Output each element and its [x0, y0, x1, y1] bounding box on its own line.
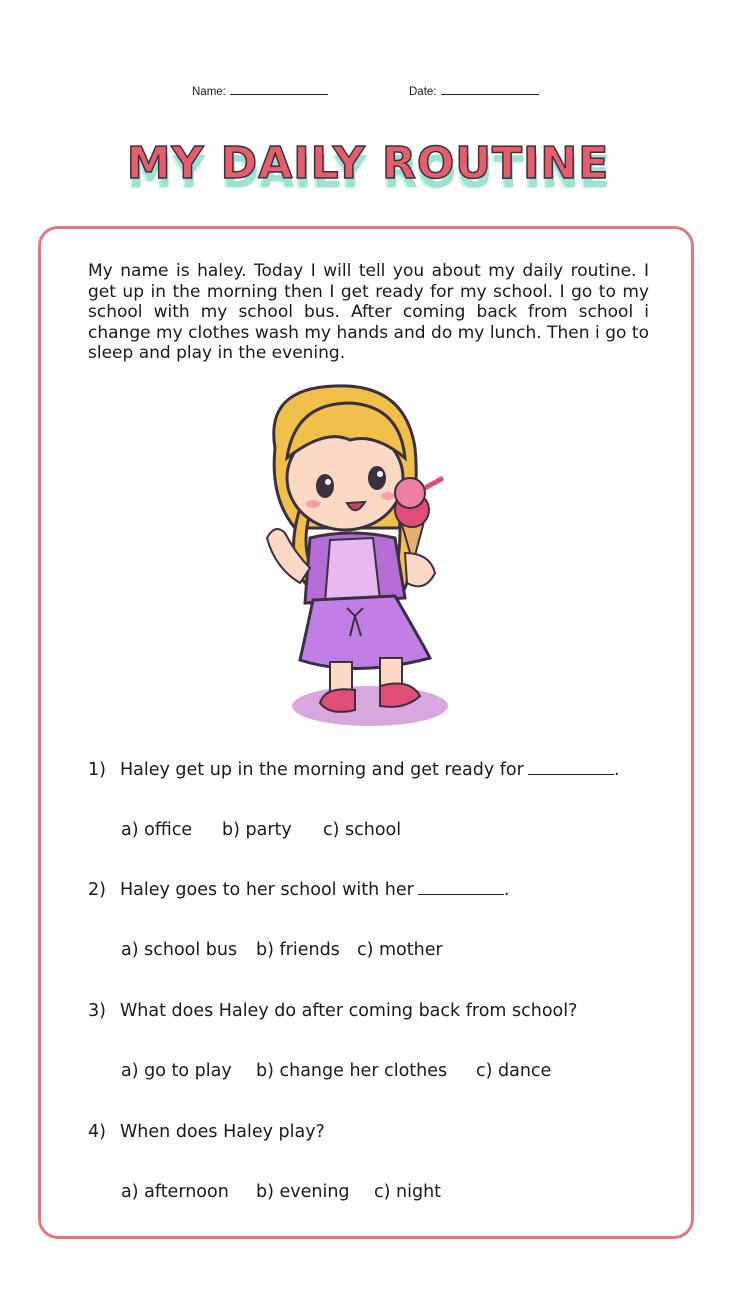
- question-number: 1): [88, 760, 106, 780]
- option-a[interactable]: a) school bus: [121, 940, 238, 960]
- date-label: Date:: [409, 86, 437, 98]
- name-label: Name:: [192, 86, 226, 98]
- answer-blank[interactable]: [418, 880, 504, 895]
- date-blank[interactable]: [441, 82, 539, 95]
- question-number: 3): [88, 1001, 106, 1021]
- reading-passage: My name is haley. Today I will tell you about my daily routine. I get up in the morning then I get ready for my school. I go to my school with my school bus. After coming back from school i change my clothes wash my hands and do my lunch. Then i go to sleep and play in the evening.: [88, 261, 649, 363]
- option-c[interactable]: c) mother: [357, 940, 443, 960]
- worksheet-title: MY DAILY ROUTINE: [126, 138, 610, 189]
- option-b[interactable]: b) friends: [256, 940, 340, 960]
- option-a[interactable]: a) office: [121, 820, 193, 840]
- answer-blank[interactable]: [528, 760, 614, 775]
- question-suffix: .: [613, 760, 620, 780]
- option-a[interactable]: a) afternoon: [121, 1182, 229, 1202]
- option-b[interactable]: b) change her clothes: [256, 1061, 448, 1081]
- girl-with-ice-cream-illustration: [255, 378, 455, 730]
- ground-shadow: [292, 686, 448, 726]
- straw: [425, 478, 443, 488]
- question-text: What does Haley do after coming back from school?: [120, 1001, 578, 1021]
- shirt: [325, 538, 380, 602]
- option-b[interactable]: b) party: [222, 820, 292, 840]
- right-eye: [368, 466, 386, 490]
- option-c[interactable]: c) dance: [476, 1061, 552, 1081]
- question-suffix: .: [503, 880, 510, 900]
- option-c[interactable]: c) school: [323, 820, 402, 840]
- option-c[interactable]: c) night: [374, 1182, 442, 1202]
- left-eye: [316, 474, 334, 498]
- question-2: [88, 880, 509, 900]
- header-row: [0, 82, 736, 102]
- question-4: [88, 1122, 325, 1142]
- skirt: [300, 596, 430, 669]
- left-leg: [330, 662, 352, 692]
- question-number: 4): [88, 1122, 106, 1142]
- question-3: [88, 1001, 577, 1021]
- ice-cream-scoop-top: [395, 478, 425, 508]
- question-number: 2): [88, 880, 106, 900]
- question-text: Haley goes to her school with her: [120, 880, 414, 900]
- date-field[interactable]: [409, 82, 539, 98]
- name-field[interactable]: [192, 82, 328, 98]
- right-hand: [405, 553, 435, 586]
- name-blank[interactable]: [230, 82, 328, 95]
- option-b[interactable]: b) evening: [256, 1182, 350, 1202]
- question-text: When does Haley play?: [120, 1122, 325, 1142]
- question-text: Haley get up in the morning and get ready for: [120, 760, 524, 780]
- option-a[interactable]: a) go to play: [121, 1061, 232, 1081]
- question-1: [88, 760, 619, 780]
